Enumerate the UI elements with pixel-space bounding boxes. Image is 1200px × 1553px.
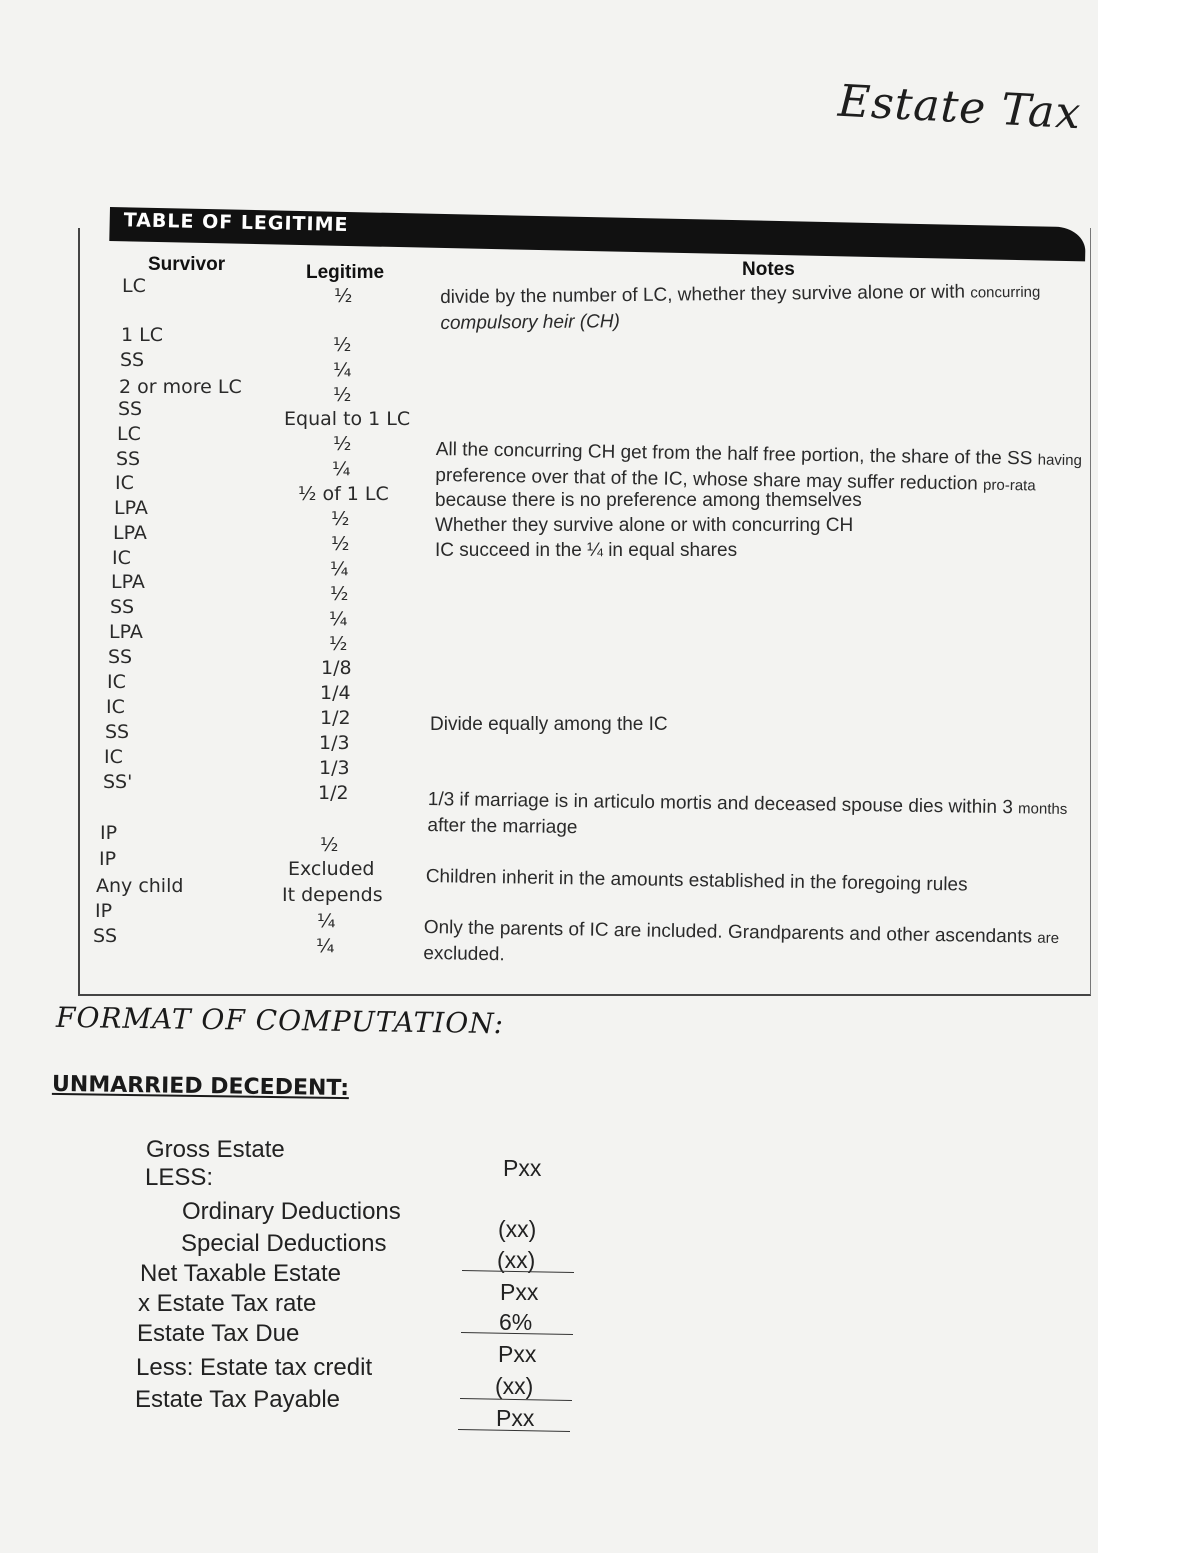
- note-articulo-line2: after the marriage: [427, 814, 578, 839]
- survivor-cell: IC: [107, 671, 126, 693]
- note-parents-line1: Only the parents of IC are included. Grandparents and other ascendants: [423, 916, 1033, 948]
- note-concurring-tail2: pro-rata: [982, 476, 1036, 495]
- survivor-cell: IC: [106, 696, 125, 718]
- note-survive-alone: Whether they survive alone or with concurring CH: [435, 515, 854, 536]
- computation-label-special-deductions: Special Deductions: [181, 1230, 387, 1257]
- legitime-cell: ½: [333, 334, 352, 356]
- format-title: FORMAT OF COMPUTATION:: [55, 1000, 505, 1041]
- survivor-cell: 2 or more LC: [119, 376, 242, 398]
- header-title: Estate Tax: [836, 75, 1083, 140]
- legitime-cell: ½: [333, 433, 352, 455]
- survivor-cell: IP: [100, 822, 118, 844]
- legitime-cell: ½: [331, 533, 350, 555]
- note-parents-tail: are: [1037, 929, 1060, 947]
- note-children-inherit: Children inherit in the amounts established in the foregoing rules: [425, 865, 968, 896]
- legitime-cell: 1/4: [320, 682, 351, 704]
- legitime-cell: 1/3: [319, 732, 350, 754]
- computation-label-gross-estate: Gross Estate: [146, 1136, 285, 1163]
- computation-value-special-deductions: (xx): [497, 1247, 536, 1273]
- survivor-cell: LC: [122, 275, 146, 297]
- computation-label-less: LESS:: [145, 1164, 214, 1191]
- computation-label-ordinary-deductions: Ordinary Deductions: [182, 1198, 401, 1225]
- legitime-cell: ½: [320, 834, 339, 856]
- survivor-cell: SS: [120, 349, 145, 371]
- note-parents-line2: excluded.: [423, 942, 505, 966]
- survivor-cell: LPA: [113, 522, 147, 544]
- note-articulo-tail: months: [1017, 800, 1068, 818]
- legitime-cell: ½ of 1 LC: [298, 483, 389, 505]
- column-header-survivor: Survivor: [148, 254, 226, 275]
- survivor-cell: SS: [116, 448, 141, 470]
- note-articulo-line1: 1/3 if marriage is in articulo mortis and deceased spouse dies within 3: [427, 788, 1013, 819]
- legitime-table-title: TABLE OF LEGITIME: [123, 209, 349, 236]
- computation-value-net-taxable-estate: Pxx: [500, 1279, 539, 1305]
- computation-label-tax-rate: x Estate Tax rate: [138, 1290, 317, 1317]
- computation-value-tax-payable: Pxx: [496, 1405, 535, 1431]
- note-concurring-tail1: having: [1037, 451, 1083, 470]
- survivor-cell: LC: [117, 423, 141, 445]
- note-articulo-mortis: [427, 787, 1088, 847]
- note-lc-tail: concurring: [970, 283, 1041, 302]
- legitime-cell: 1/3: [319, 757, 350, 779]
- legitime-cell: 1/8: [321, 657, 352, 679]
- legitime-cell: 1/2: [320, 707, 351, 729]
- legitime-cell: ½: [334, 285, 353, 307]
- note-divide-equally: Divide equally among the IC: [430, 714, 668, 735]
- note-concurring-line2: preference over that of the IC, whose share may suffer reduction: [435, 464, 978, 495]
- legitime-cell: ½: [331, 508, 350, 530]
- page-edge: [1098, 0, 1200, 1553]
- survivor-cell: IC: [115, 472, 134, 494]
- legitime-cell: Excluded: [288, 858, 375, 880]
- survivor-cell: 1 LC: [121, 324, 163, 346]
- survivor-cell: LPA: [111, 571, 145, 593]
- column-header-legitime: Legitime: [306, 262, 385, 283]
- computation-value-tax-due: Pxx: [498, 1341, 537, 1367]
- legitime-cell: It depends: [282, 884, 383, 906]
- survivor-cell: Any child: [96, 875, 184, 897]
- survivor-cell: IC: [112, 547, 131, 569]
- legitime-cell: Equal to 1 LC: [284, 408, 411, 430]
- survivor-cell: LPA: [109, 621, 143, 643]
- computation-label-tax-due: Estate Tax Due: [137, 1320, 300, 1347]
- survivor-cell: IP: [99, 848, 117, 870]
- survivor-cell: SS: [108, 646, 133, 668]
- legitime-cell: ¼: [316, 935, 335, 957]
- note-parents-ic: [423, 915, 1088, 976]
- legitime-cell: ¼: [332, 458, 351, 480]
- survivor-cell: IP: [95, 900, 113, 922]
- legitime-cell: ¼: [333, 359, 352, 381]
- computation-label-tax-credit: Less: Estate tax credit: [136, 1354, 373, 1381]
- computation-value-ordinary-deductions: (xx): [498, 1216, 537, 1242]
- note-ic-succeed: IC succeed in the ¼ in equal shares: [435, 540, 738, 561]
- note-lc-line2: compulsory heir (CH): [440, 311, 620, 334]
- computation-value-tax-credit: (xx): [495, 1373, 534, 1399]
- legitime-cell: ¼: [330, 558, 349, 580]
- legitime-cell: ½: [329, 633, 348, 655]
- computation-label-net-taxable-estate: Net Taxable Estate: [140, 1260, 342, 1287]
- survivor-cell: SS': [103, 771, 133, 793]
- computation-value-tax-rate: 6%: [499, 1309, 533, 1335]
- note-no-preference: because there is no preference among themselves: [435, 490, 862, 511]
- survivor-cell: LPA: [114, 497, 148, 519]
- survivor-cell: IC: [104, 746, 123, 768]
- note-lc-line1: divide by the number of LC, whether they survive alone or with: [440, 281, 966, 308]
- note-concurring-line1: All the concurring CH get from the half free portion, the share of the SS: [435, 438, 1033, 470]
- subtotal-rule: [460, 1398, 572, 1401]
- unmarried-decedent-heading: UNMARRIED DECEDENT:: [51, 1071, 350, 1102]
- legitime-cell: ½: [330, 583, 349, 605]
- survivor-cell: SS: [93, 925, 118, 947]
- legitime-cell: ½: [333, 384, 352, 406]
- survivor-cell: SS: [105, 721, 130, 743]
- legitime-cell: ¼: [329, 608, 348, 630]
- survivor-cell: SS: [110, 596, 135, 618]
- computation-label-tax-payable: Estate Tax Payable: [135, 1386, 341, 1413]
- computation-value-gross-estate: Pxx: [503, 1155, 542, 1181]
- legitime-cell: 1/2: [318, 782, 349, 804]
- legitime-cell: ¼: [317, 910, 336, 932]
- survivor-cell: SS: [118, 398, 143, 420]
- column-header-notes: Notes: [742, 259, 795, 280]
- note-lc: [440, 278, 1100, 336]
